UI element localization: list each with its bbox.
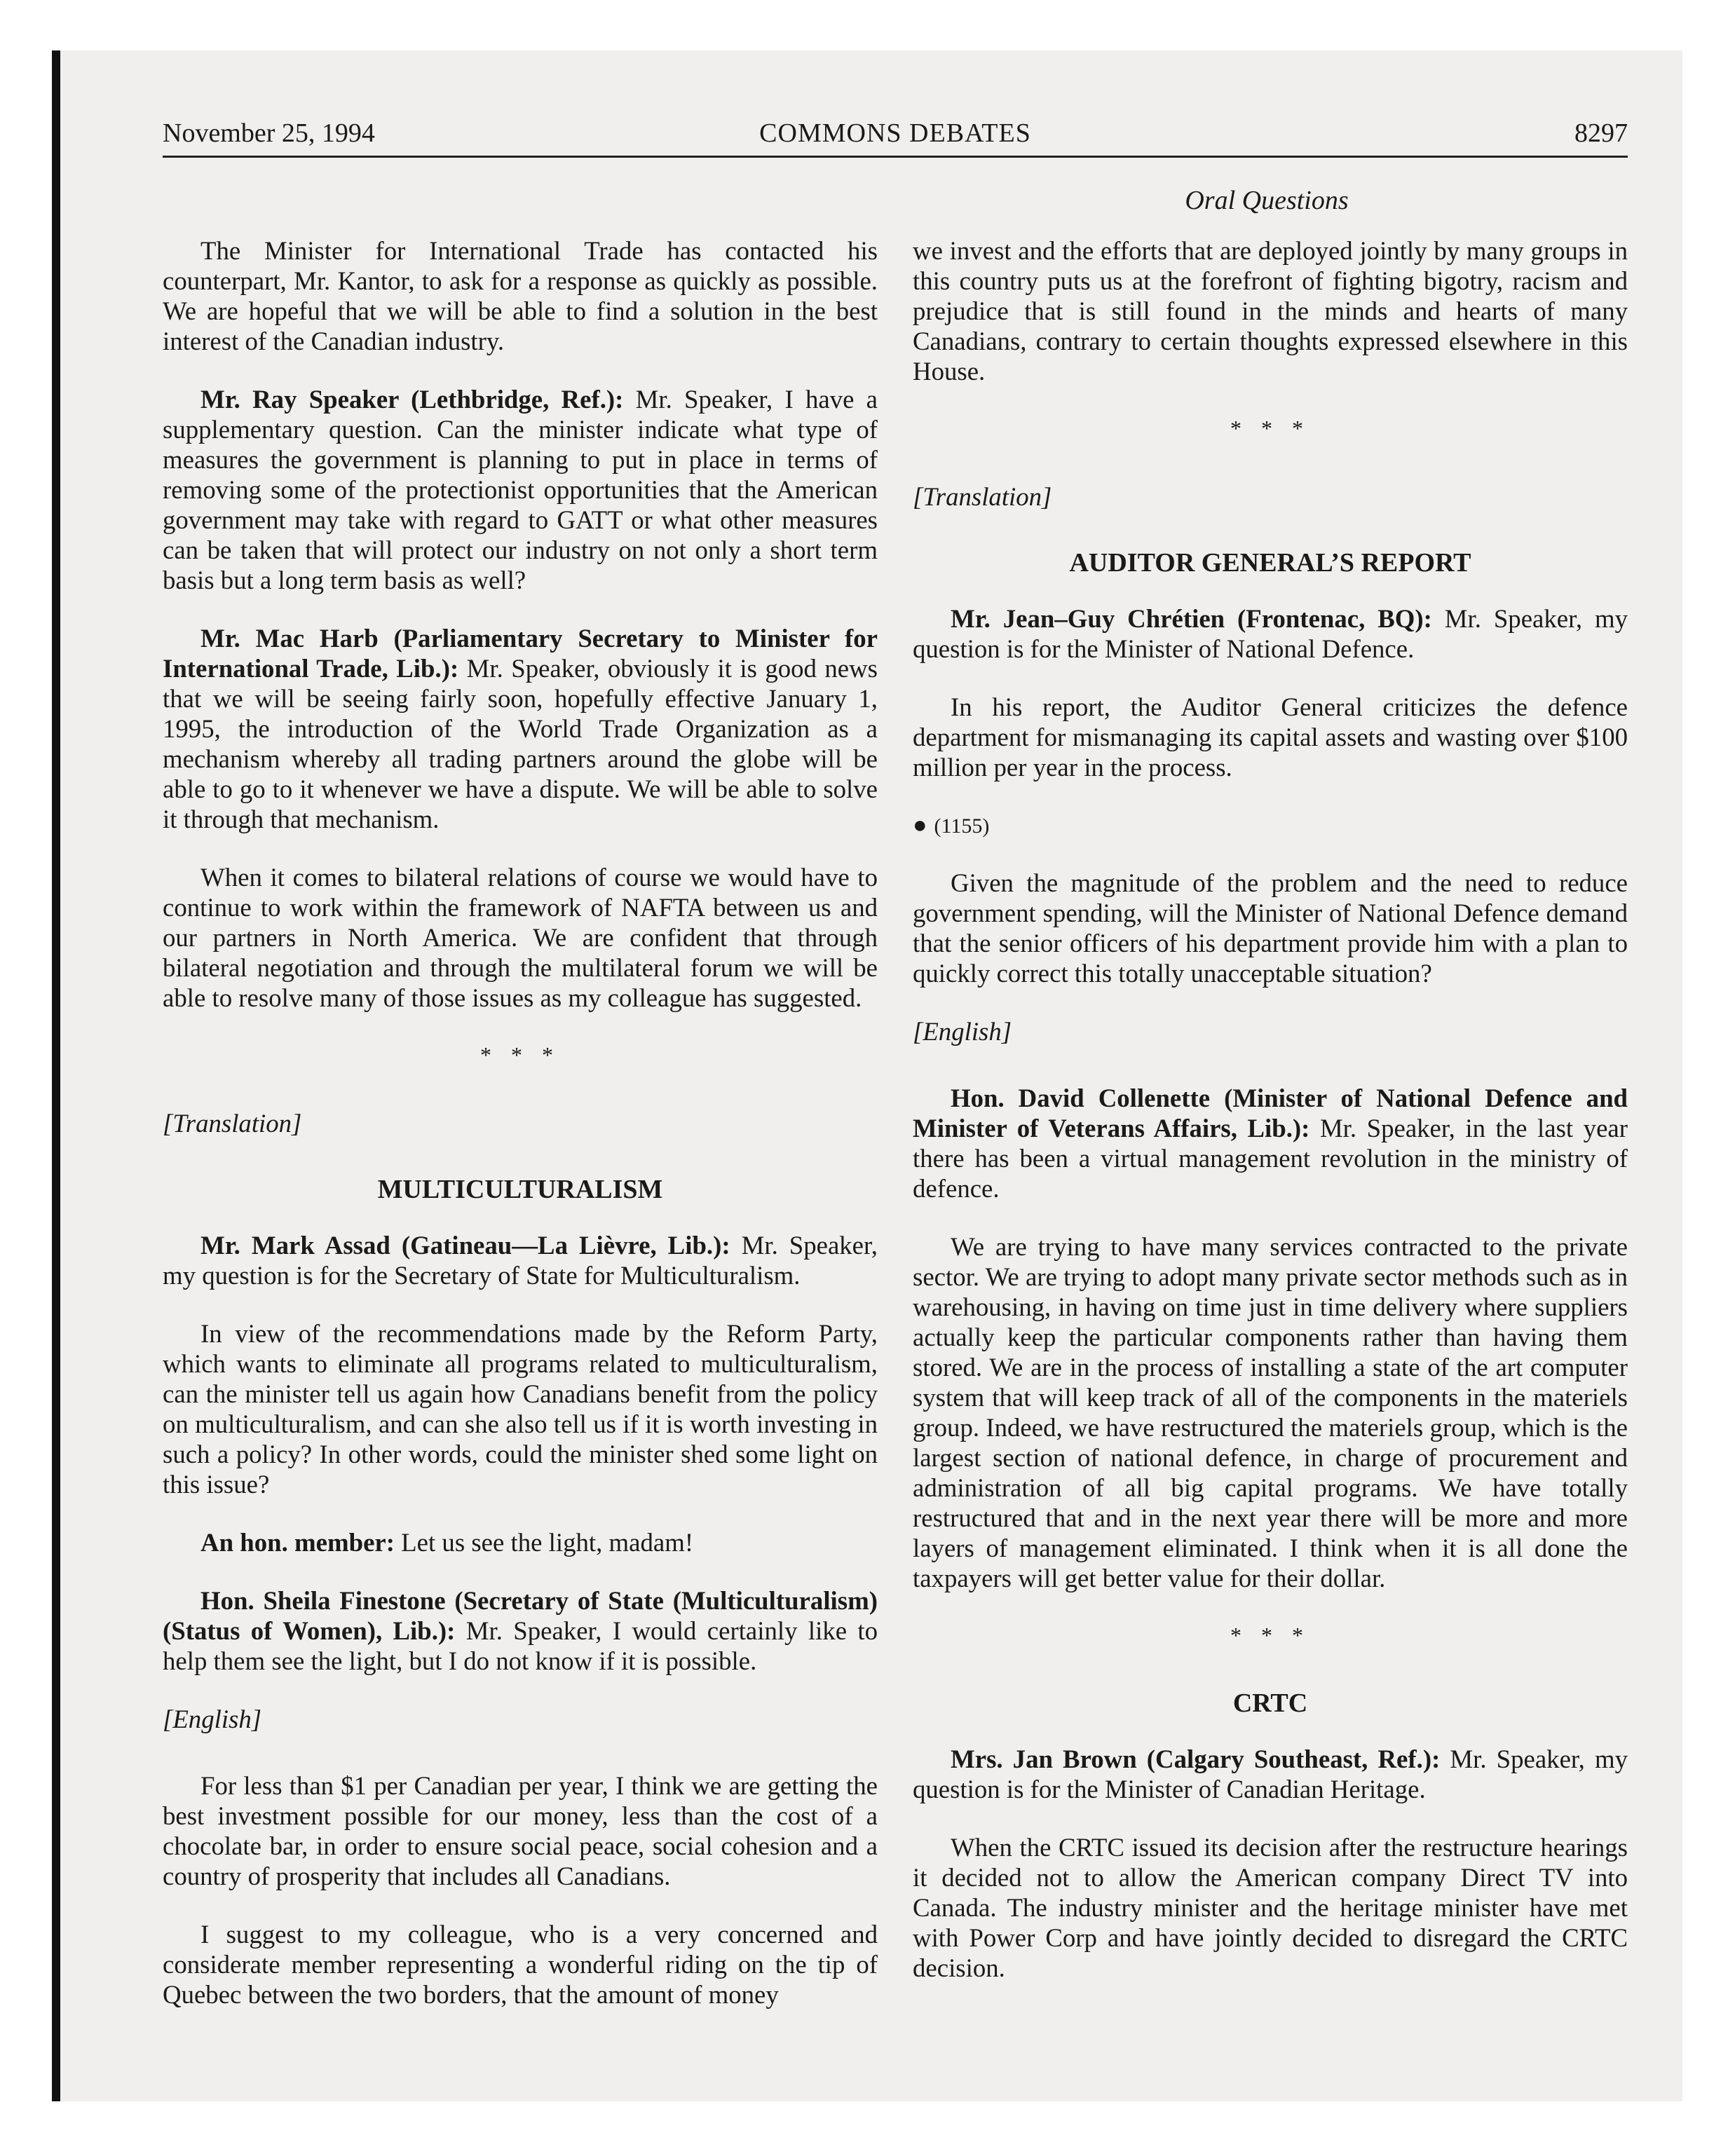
language-tag: [English] bbox=[163, 1705, 262, 1733]
binding-edge bbox=[52, 50, 60, 2101]
header-date: November 25, 1994 bbox=[163, 118, 375, 148]
paragraph: The Minister for International Trade has contacted his counterpart, Mr. Kantor, to ask for a response as quickly as possible. We are hopeful that we will be able to find a solution in the best interest of the Canadian industry. bbox=[163, 236, 878, 355]
time-marker-text: (1155) bbox=[934, 814, 990, 838]
paragraph: When the CRTC issued its decision after the restructure hearings it decided not to allow the American company Direct TV into Canada. The industry minister and the heritage minister have met with Power Corp and have jointly decided to disregard the CRTC decision. bbox=[913, 1833, 1628, 1982]
right-column bbox=[913, 236, 1628, 1983]
paragraph: In his report, the Auditor General criticizes the defence department for mismanaging its capital assets and wasting over $100 million per year in the process. bbox=[913, 692, 1628, 782]
paragraph bbox=[163, 384, 878, 595]
speaker-name: Mr. Mac Harb (Parliamentary Secretary to Minister for International Trade, Lib.): bbox=[163, 624, 878, 683]
speech-text: Let us see the light, madam! bbox=[394, 1528, 694, 1557]
speaker-name: Mrs. Jan Brown (Calgary Southeast, Ref.): bbox=[951, 1745, 1441, 1773]
section-label: Oral Questions bbox=[1185, 186, 1349, 215]
section-heading: AUDITOR GENERAL’S REPORT bbox=[1069, 548, 1471, 578]
left-column bbox=[163, 236, 878, 2010]
running-head bbox=[163, 112, 1628, 154]
paragraph: we invest and the efforts that are deployed jointly by many groups in this country puts us at the forefront of fighting bigotry, racism and prejudice that is still found in the minds and hearts of many Canadians, contrary to certain thoughts expressed elsewhere in this House. bbox=[913, 236, 1628, 386]
speaker-name: Mr. Mark Assad (Gatineau—La Lièvre, Lib.): bbox=[200, 1231, 730, 1260]
paragraph bbox=[163, 1527, 878, 1557]
paragraph bbox=[913, 603, 1628, 664]
page bbox=[163, 112, 1628, 2061]
paragraph: In view of the recommendations made by the Reform Party, which wants to eliminate all programs related to multiculturalism, can the minister tell us again how Canadians benefit from the policy on multiculturalism, and can she also tell us if it is worth investing in such a policy? In other words, could the minister shed some light on this issue? bbox=[163, 1319, 878, 1499]
paragraph bbox=[163, 1230, 878, 1290]
speaker-name: Hon. Sheila Finestone (Secretary of State (Multiculturalism) (Status of Women), Lib.): bbox=[163, 1586, 878, 1645]
speech-text: Mr. Speaker, in the last year there has been a virtual management revolution in the ministry of defence. bbox=[913, 1114, 1628, 1203]
paragraph bbox=[163, 623, 878, 834]
speech-text: Mr. Speaker, my question is for the Minister of Canadian Heritage. bbox=[913, 1745, 1628, 1803]
paragraph bbox=[913, 1083, 1628, 1203]
speech-text: Mr. Speaker, my question is for the Secretary of State for Multiculturalism. bbox=[163, 1231, 878, 1290]
speech-text: Mr. Speaker, my question is for the Minister of National Defence. bbox=[913, 604, 1628, 663]
speaker-name: Hon. David Collenette (Minister of National Defence and Minister of Veterans Affairs, Lib.): bbox=[913, 1084, 1628, 1142]
bullet-icon: ● bbox=[913, 812, 927, 838]
section-heading: MULTICULTURALISM bbox=[377, 1175, 663, 1204]
paragraph: We are trying to have many services contracted to the private sector. We are trying to adopt many private sector methods such as in warehousing, in having on time just in time delivery where suppliers actually keep the particular components rather than having them stored. We are in the process of installing a state of the art computer system that will keep track of all of the components in the materiels group. Indeed, we have restructured the materiels group, which is the largest section of national defence, in charge of procurement and administration of all big capital programs. We have totally restructured that and in the next year there will be more and more layers of management eliminated. I think when it is all done the taxpayers will get better value for their dollar. bbox=[913, 1232, 1628, 1592]
header-rule bbox=[163, 156, 1628, 158]
speech-text: Mr. Speaker, I have a supplementary question. Can the minister indicate what type of measures the government is planning to put in place in terms of removing some of the protectionist opportunities that the American government may take with regard to GATT or what other measures can be taken that will protect our industry on not only a short term basis but a long term basis as well? bbox=[163, 385, 878, 594]
header-title: COMMONS DEBATES bbox=[759, 118, 1031, 148]
paragraph bbox=[163, 1585, 878, 1676]
paragraph: When it comes to bilateral relations of course we would have to continue to work within the framework of NAFTA between us and our partners in North America. We are confident that through bilateral negotiation and through the multilateral forum we will be able to resolve many of those issues as my colleague has suggested. bbox=[163, 863, 878, 1012]
paragraph: I suggest to my colleague, who is a very concerned and considerate member representing a wonderful riding on the tip of Quebec between the two borders, that the amount of money bbox=[163, 1920, 878, 2009]
time-marker bbox=[913, 810, 1628, 841]
section-separator: * * * bbox=[1230, 1623, 1310, 1648]
speaker-name: Mr. Jean–Guy Chrétien (Frontenac, BQ): bbox=[951, 604, 1432, 633]
section-heading: CRTC bbox=[1232, 1688, 1308, 1718]
paragraph: For less than $1 per Canadian per year, I think we are getting the best investment possible for our money, less than the cost of a chocolate bar, in order to ensure social peace, social cohesion and a country of prosperity that includes all Canadians. bbox=[163, 1771, 878, 1890]
paragraph bbox=[913, 1744, 1628, 1804]
language-tag: [Translation] bbox=[913, 482, 1052, 511]
speech-text: Mr. Speaker, I would certainly like to help them see the light, but I do not know if it is possible. bbox=[163, 1616, 878, 1675]
speech-text: Mr. Speaker, obviously it is good news that we will be seeing fairly soon, hopefully effective January 1, 1995, the introduction of the World Trade Organization as a mechanism whereby all trading partners around the globe will be able to go to it whenever we have a dispute. We will be able to solve it through that mechanism. bbox=[163, 654, 878, 833]
page-number: 8297 bbox=[1574, 118, 1628, 148]
section-separator: * * * bbox=[480, 1042, 560, 1067]
paragraph: Given the magnitude of the problem and the need to reduce government spending, will the Minister of National Defence demand that the senior officers of his department provide him with a plan to quickly correct this totally unacceptable situation? bbox=[913, 868, 1628, 988]
language-tag: [English] bbox=[913, 1017, 1012, 1046]
speaker-name: An hon. member: bbox=[200, 1528, 395, 1557]
language-tag: [Translation] bbox=[163, 1109, 302, 1138]
speaker-name: Mr. Ray Speaker (Lethbridge, Ref.): bbox=[200, 385, 624, 414]
section-separator: * * * bbox=[1230, 416, 1310, 441]
